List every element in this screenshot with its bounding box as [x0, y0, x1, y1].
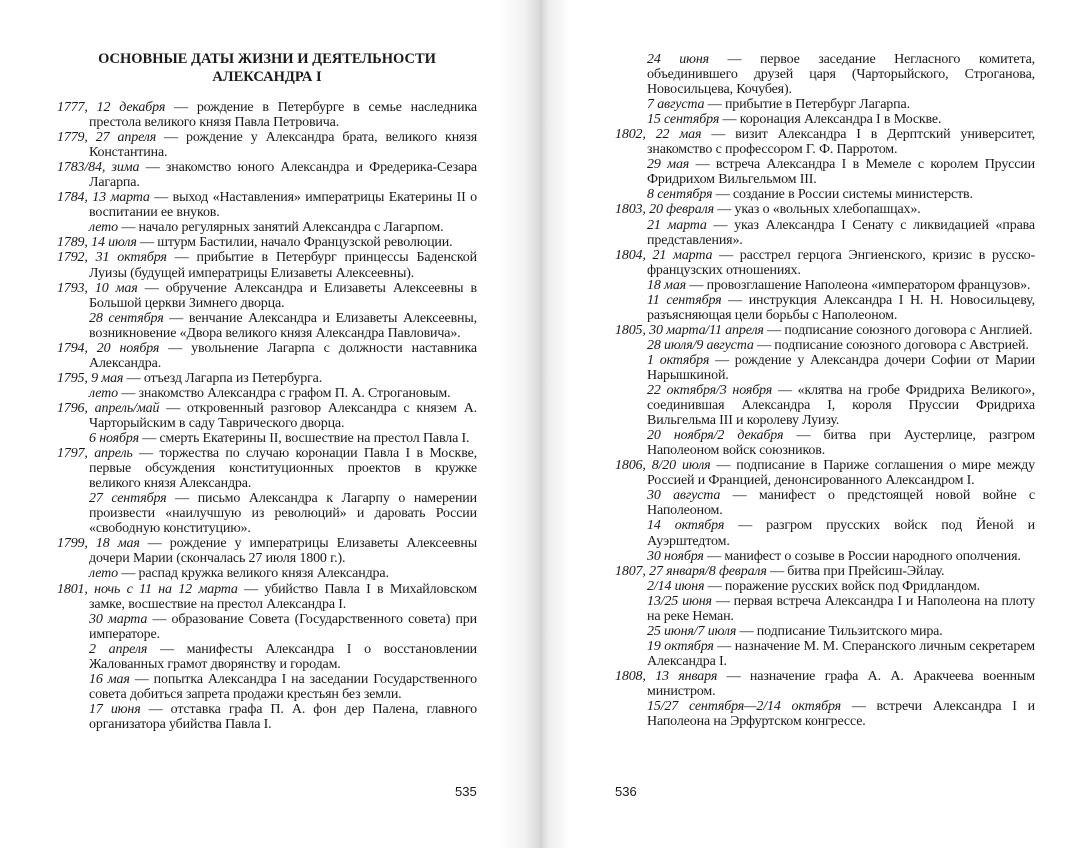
entry-text: — знакомство Александра с графом П. А. Строгановым.: [118, 385, 451, 401]
entry-text: — указ Александра I Сенату с ликвидацией «права представления».: [647, 217, 1035, 248]
entry-date: 1806, 8/20 июля: [615, 458, 711, 474]
entry-text: — создание в России системы министерств.: [712, 187, 973, 203]
chronology-entry: [57, 702, 477, 732]
chronology-entry: [615, 353, 1035, 383]
entry-date: 14 октября: [647, 518, 725, 534]
chronology-entry: [615, 218, 1035, 248]
chronology-list: [615, 52, 1035, 729]
chronology-entry: [57, 536, 477, 566]
entry-date: лето: [89, 220, 118, 236]
entry-date: 1804, 21 марта: [615, 247, 713, 263]
entry-text: — письмо Александра к Лагарпу о намерении произвести «наилучшую из революций» и даровать России «свободную конституцию».: [89, 491, 477, 537]
entry-text: — венчание Александра и Елизаветы Алексеевны, возникновение «Двора великого князя Александра Павловича».: [89, 310, 477, 341]
entry-text: — инструкция Александра I Н. Н. Новосильцеву, разъясняющая цели борьбы с Наполеоном.: [647, 292, 1035, 323]
right-page: [540, 0, 1091, 848]
entry-date: 1777, 12 декабря: [57, 100, 166, 115]
chronology-entry: [57, 431, 477, 446]
entry-text: — указ о «вольных хлебопашцах».: [713, 202, 921, 218]
chronology-entry: [615, 669, 1035, 699]
entry-date: 13/25 июня: [647, 593, 712, 609]
entry-text: — разгром прусских войск под Йеной и Ауэрштедтом.: [647, 518, 1035, 549]
entry-text: — выход «Наставления» императрицы Екатерины II о воспитании ее внуков.: [89, 190, 477, 221]
entry-date: 2 апреля: [89, 641, 148, 657]
entry-date: 18 мая: [647, 277, 687, 293]
entry-date: 30 ноября: [647, 548, 704, 564]
chronology-entry: [57, 386, 477, 401]
entry-date: 1808, 13 января: [615, 668, 718, 684]
entry-text: — распад кружка великого князя Александра.: [118, 566, 389, 582]
chronology-entry: [615, 383, 1035, 428]
entry-date: 1783/84, зима: [57, 160, 140, 176]
entry-date: 1807, 27 января/8 февраля: [615, 563, 767, 579]
entry-date: 1797, апрель: [57, 446, 133, 462]
entry-text: — увольнение Лагарпа с должности наставника Александра.: [89, 340, 477, 371]
entry-text: — подписание в Париже соглашения о мире между Россией и Францией, денонсированного Александром I.: [647, 458, 1035, 489]
entry-date: 1794, 20 ноября: [57, 340, 160, 356]
chronology-entry: [615, 549, 1035, 564]
entry-text: — рождение у Александра дочери Софии от Марии Нарышкиной.: [647, 352, 1036, 383]
chronology-entry: [615, 458, 1035, 488]
entry-date: 1793, 10 мая: [57, 280, 138, 296]
entry-date: 29 мая: [647, 157, 690, 173]
entry-date: 30 марта: [89, 611, 148, 627]
chronology-entry: [57, 612, 477, 642]
entry-text: — «клятва на гробе Фридриха Великого», соединившая Александра I, короля Пруссии Фридриха Вильгельма III и королеву Луизу.: [647, 383, 1035, 429]
chronology-entry: [615, 639, 1035, 669]
entry-date: 1 октября: [647, 352, 710, 368]
entry-text: — первое заседание Негласного комитета, объединившего друзей царя (Чарторыйского, Строганова, Новосильцева, Кочубея).: [647, 52, 1035, 98]
entry-date: 1792, 31 октября: [57, 250, 167, 266]
chronology-entry: [615, 202, 1035, 217]
entry-text: — манифесты Александра I о восстановлении Жалованных грамот дворянству и городам.: [89, 641, 477, 672]
entry-text: — подписание Тильзитского мира.: [736, 623, 943, 639]
chronology-entry: [57, 642, 477, 672]
entry-text: — штурм Бастилии, начало Французской революции.: [136, 235, 453, 251]
entry-text: — торжества по случаю коронации Павла I в Москве, первые обсуждения конституционных проектов в кружке великого князя Александра.: [89, 446, 477, 492]
entry-date: 1805, 30 марта/11 апреля: [615, 322, 764, 338]
chronology-entry: [615, 338, 1035, 353]
chronology-entry: [57, 190, 477, 220]
entry-text: — коронация Александра I в Москве.: [719, 112, 942, 128]
chronology-entry: [57, 100, 477, 130]
entry-text: — рождение в Петербурге в семье наследника престола великого князя Павла Петровича.: [89, 100, 477, 131]
entry-date: 1799, 18 мая: [57, 536, 140, 552]
entry-text: — рождение у Александра брата, великого князя Константина.: [89, 130, 477, 161]
chronology-entry: [57, 491, 477, 536]
chronology-entry: [615, 323, 1035, 338]
chronology-entry: [615, 564, 1035, 579]
chronology-entry: [615, 293, 1035, 323]
entry-date: 2/14 июня: [647, 578, 705, 594]
entry-text: — визит Александра I в Дерптский университет, знакомство с профессором Г. Ф. Парротом.: [647, 127, 1035, 158]
entry-date: 1796, апрель/май: [57, 400, 160, 416]
entry-date: 1801, ночь с 11 на 12 марта: [57, 581, 238, 597]
entry-text: — назначение М. М. Сперанского личным секретарем Александра I.: [647, 638, 1035, 669]
entry-text: — манифест о предстоящей новой войне с Наполеоном.: [647, 488, 1035, 519]
entry-text: — прибытие в Петербург принцессы Баденской Луизы (будущей императрицы Елизаветы Алексеевны).: [89, 250, 477, 281]
entry-date: 1789, 14 июля: [57, 235, 137, 251]
entry-text: — назначение графа А. А. Аракчеева военным министром.: [647, 668, 1035, 699]
entry-text: — расстрел герцога Энгиенского, кризис в русско-французских отношениях.: [647, 247, 1036, 278]
entry-date: 15 сентября: [647, 112, 720, 128]
chronology-entry: [615, 594, 1035, 624]
entry-date: 16 мая: [89, 671, 130, 687]
entry-date: лето: [89, 566, 118, 582]
chronology-entry: [615, 624, 1035, 639]
chronology-entry: [57, 446, 477, 491]
chronology-entry: [57, 401, 477, 431]
entry-date: 1779, 27 апреля: [57, 130, 157, 146]
entry-date: 22 октября/3 ноября: [647, 383, 773, 399]
entry-text: — битва при Аустерлице, разгром Наполеоном войск союзников.: [647, 428, 1035, 459]
entry-date: 17 июня: [89, 701, 141, 717]
entry-text: — первая встреча Александра I и Наполеона на плоту на реке Неман.: [647, 593, 1036, 624]
entry-text: — отставка графа П. А. фон дер Палена, главного организатора убийства Павла I.: [89, 701, 478, 732]
entry-text: — отъезд Лагарпа из Петербурга.: [123, 370, 323, 386]
chronology-entry: [57, 341, 477, 371]
chronology-entry: [615, 187, 1035, 202]
entry-text: — смерть Екатерины II, восшествие на престол Павла I.: [138, 431, 470, 447]
entry-date: 8 сентября: [647, 187, 713, 203]
left-page: [0, 0, 540, 848]
entry-date: 24 июня: [647, 52, 709, 67]
chronology-entry: [57, 160, 477, 190]
entry-text: — образование Совета (Государственного совета) при императоре.: [89, 611, 477, 642]
entry-date: 6 ноября: [89, 431, 139, 447]
entry-text: — обручение Александра и Елизаветы Алексеевны в Большой церкви Зимнего дворца.: [89, 280, 477, 311]
entry-date: 21 марта: [647, 217, 707, 233]
chronology-entry: [57, 250, 477, 280]
entry-text: — подписание союзного договора с Австрией.: [753, 337, 1029, 353]
entry-date: 7 августа: [647, 97, 705, 113]
chronology-entry: [57, 672, 477, 702]
entry-date: лето: [89, 385, 118, 401]
entry-text: — знакомство юного Александра и Фредерика-Сезара Лагарпа.: [89, 160, 477, 191]
entry-text: — встреча Александра I в Мемеле с королем Пруссии Фридрихом Вильгельмом III.: [647, 157, 1035, 188]
entry-text: — подписание союзного договора с Англией.: [763, 322, 1033, 338]
entry-text: — битва при Прейсиш-Эйлау.: [766, 563, 945, 579]
entry-date: 1795, 9 мая: [57, 370, 124, 386]
entry-date: 20 ноября/2 декабря: [647, 428, 784, 444]
chronology-entry: [57, 281, 477, 311]
chronology-entry: [615, 112, 1035, 127]
title-line-1: ОСНОВНЫЕ ДАТЫ ЖИЗНИ И ДЕЯТЕЛЬНОСТИ: [98, 51, 436, 67]
entry-text: — рождение у императрицы Елизаветы Алексеевны дочери Марии (скончалась 27 июля 1800 г.).: [89, 536, 477, 567]
title-line-2: АЛЕКСАНДРА I: [212, 69, 322, 85]
entry-date: 1802, 22 мая: [615, 127, 702, 143]
entry-text: — откровенный разговор Александра с князем А. Чарторыйским в саду Таврического дворца.: [89, 400, 478, 431]
entry-text: — поражение русских войск под Фридландом.: [704, 578, 981, 594]
chronology-entry: [615, 428, 1035, 458]
entry-text: — манифест о созыве в России народного ополчения.: [703, 548, 1021, 564]
page-number: 536: [615, 784, 637, 799]
entry-text: — убийство Павла I в Михайловском замке, восшествие на престол Александра I.: [89, 581, 477, 612]
chronology-entry: [57, 582, 477, 612]
entry-text: — прибытие в Петербург Лагарпа.: [704, 97, 910, 113]
chronology-entry: [57, 311, 477, 341]
chronology-entry: [57, 371, 477, 386]
chronology-entry: [615, 579, 1035, 594]
entry-date: 25 июня/7 июля: [647, 623, 737, 639]
entry-date: 27 сентября: [89, 491, 167, 507]
chronology-entry: [615, 97, 1035, 112]
chronology-entry: [57, 235, 477, 250]
entry-text: — начало регулярных занятий Александра с Лагарпом.: [118, 220, 444, 236]
entry-date: 15/27 сентября—2/14 октября: [647, 699, 842, 715]
entry-date: 19 октября: [647, 638, 714, 654]
chronology-entry: [615, 52, 1035, 97]
entry-text: — попытка Александра I на заседании Государственного совета добиться запрета продажи крестьян без земли.: [89, 671, 477, 702]
chronology-entry: [615, 699, 1035, 729]
entry-date: 28 сентября: [89, 310, 164, 326]
chronology-entry: [615, 278, 1035, 293]
chronology-entry: [615, 157, 1035, 187]
chapter-title: [57, 50, 477, 86]
entry-date: 30 августа: [647, 488, 721, 504]
chronology-entry: [615, 248, 1035, 278]
entry-date: 11 сентября: [647, 292, 722, 308]
chronology-entry: [57, 130, 477, 160]
chronology-entry: [57, 220, 477, 235]
page-number: 535: [455, 784, 477, 799]
chronology-entry: [615, 127, 1035, 157]
entry-date: 1803, 20 февраля: [615, 202, 714, 218]
entry-date: 1784, 13 марта: [57, 190, 150, 206]
entry-text: — встречи Александра I и Наполеона на Эрфуртском конгрессе.: [647, 699, 1035, 730]
entry-text: — провозглашение Наполеона «императором французов».: [686, 277, 1031, 293]
chronology-list: [57, 100, 477, 732]
chronology-entry: [57, 566, 477, 581]
chronology-entry: [615, 518, 1035, 548]
entry-date: 28 июля/9 августа: [647, 337, 754, 353]
chronology-entry: [615, 488, 1035, 518]
